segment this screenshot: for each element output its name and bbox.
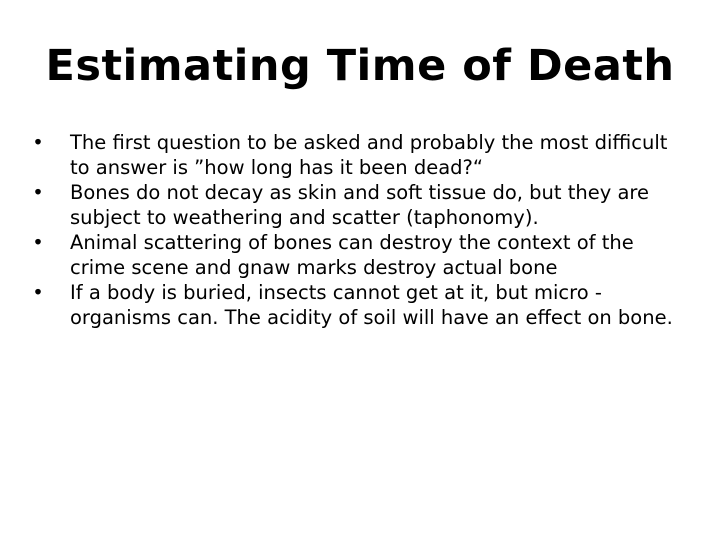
bullet-dot-icon: • xyxy=(32,181,44,204)
bullet-dot-icon: • xyxy=(32,281,44,304)
bullet-item xyxy=(28,280,688,330)
bullet-text: Animal scattering of bones can destroy the context of the crime scene and gnaw marks destroy actual bone xyxy=(70,231,634,279)
slide-title: Estimating Time of Death xyxy=(45,41,675,91)
bullet-text: The first question to be asked and probably the most difficult to answer is ”how long has it been dead?“ xyxy=(70,131,668,179)
bullet-text: If a body is buried, insects cannot get at it, but micro -organisms can. The acidity of soil will have an effect on bone. xyxy=(70,281,673,329)
bullet-dot-icon: • xyxy=(32,231,44,254)
bullet-list xyxy=(28,130,688,330)
bullet-item xyxy=(28,180,688,230)
bullet-text: Bones do not decay as skin and soft tissue do, but they are subject to weathering and scatter (taphonomy). xyxy=(70,181,650,229)
bullet-item xyxy=(28,230,688,280)
bullet-item xyxy=(28,130,688,180)
bullet-dot-icon: • xyxy=(32,131,44,154)
